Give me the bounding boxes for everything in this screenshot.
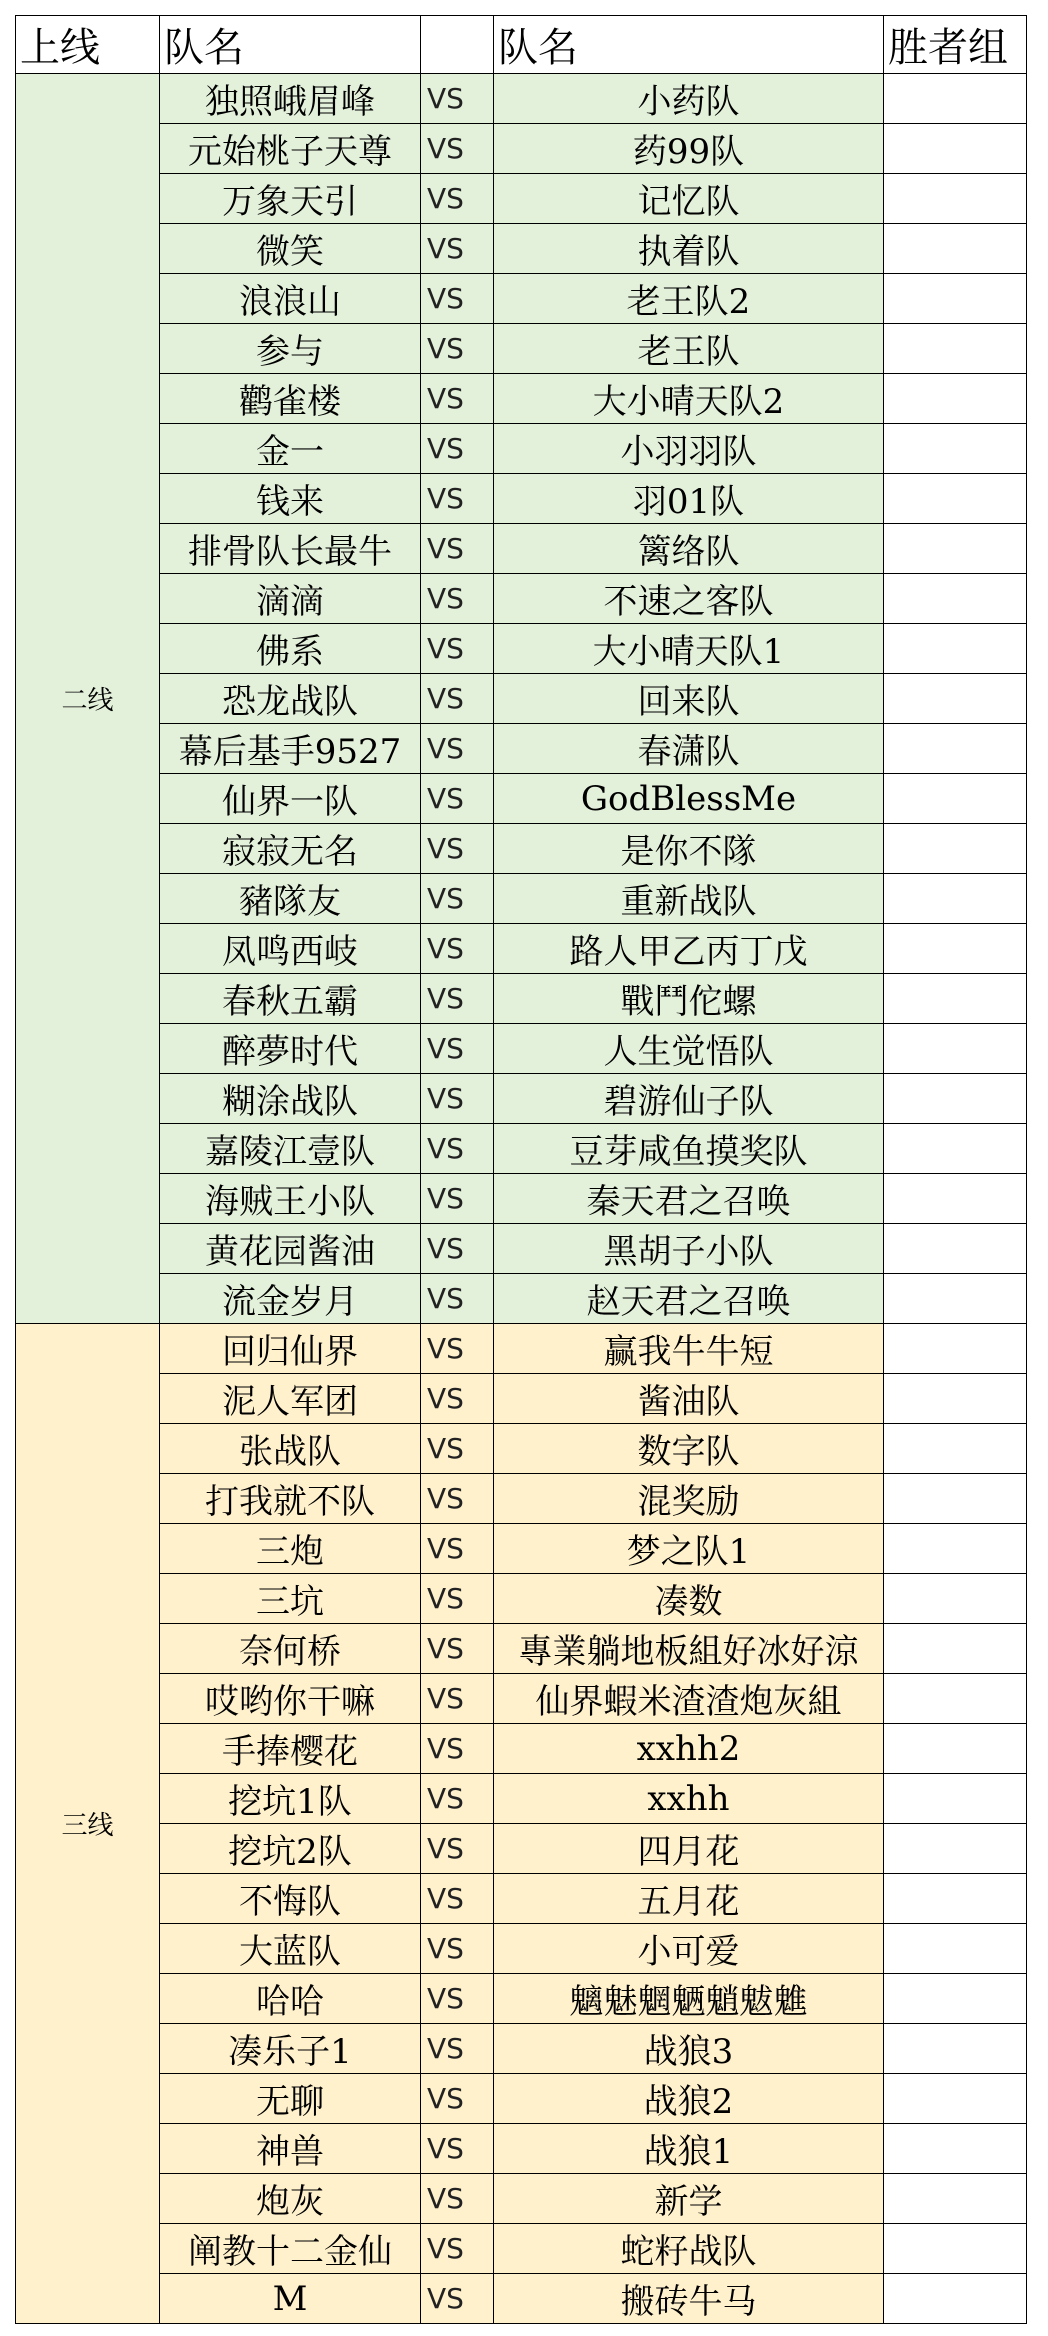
- vs-cell: VS: [421, 824, 494, 874]
- team-b-cell: 小药队: [494, 74, 884, 124]
- team-a-cell: 哈哈: [160, 1974, 421, 2024]
- team-b-cell: 老王队2: [494, 274, 884, 324]
- team-b-cell: 执着队: [494, 224, 884, 274]
- team-a-cell: 滴滴: [160, 574, 421, 624]
- team-a-cell: 参与: [160, 324, 421, 374]
- winner-cell[interactable]: [884, 924, 1027, 974]
- vs-cell: VS: [421, 324, 494, 374]
- vs-cell: VS: [421, 224, 494, 274]
- header-winner: 胜者组: [884, 16, 1027, 74]
- match-row: [16, 174, 1027, 224]
- header-team-b: 队名: [494, 16, 884, 74]
- team-a-cell: 恐龙战队: [160, 674, 421, 724]
- match-row: [16, 2274, 1027, 2324]
- vs-cell: VS: [421, 424, 494, 474]
- match-row: [16, 1024, 1027, 1074]
- vs-cell: VS: [421, 274, 494, 324]
- winner-cell[interactable]: [884, 674, 1027, 724]
- vs-cell: VS: [421, 1474, 494, 1524]
- match-row: [16, 74, 1027, 124]
- vs-cell: VS: [421, 1324, 494, 1374]
- match-row: [16, 824, 1027, 874]
- team-b-cell: xxhh2: [494, 1724, 884, 1774]
- match-row: [16, 1174, 1027, 1224]
- team-a-cell: 醉夢时代: [160, 1024, 421, 1074]
- team-b-cell: 人生觉悟队: [494, 1024, 884, 1074]
- team-a-cell: 海贼王小队: [160, 1174, 421, 1224]
- team-a-cell: 阐教十二金仙: [160, 2224, 421, 2274]
- winner-cell[interactable]: [884, 2224, 1027, 2274]
- match-row: [16, 1674, 1027, 1724]
- match-row: [16, 2224, 1027, 2274]
- match-row: [16, 1274, 1027, 1324]
- vs-cell: VS: [421, 1624, 494, 1674]
- match-row: [16, 1524, 1027, 1574]
- match-row: [16, 1724, 1027, 1774]
- team-a-cell: 挖坑1队: [160, 1774, 421, 1824]
- header-row: [16, 16, 1027, 74]
- winner-cell[interactable]: [884, 1824, 1027, 1874]
- team-b-cell: 仙界蝦米渣渣炮灰組: [494, 1674, 884, 1724]
- match-row: [16, 774, 1027, 824]
- winner-cell[interactable]: [884, 1274, 1027, 1324]
- team-a-cell: 豬隊友: [160, 874, 421, 924]
- vs-cell: VS: [421, 774, 494, 824]
- vs-cell: VS: [421, 374, 494, 424]
- team-b-cell: 碧游仙子队: [494, 1074, 884, 1124]
- match-row: [16, 524, 1027, 574]
- match-row: [16, 274, 1027, 324]
- matchup-table: [15, 15, 1027, 2324]
- vs-cell: VS: [421, 1124, 494, 1174]
- team-a-cell: 炮灰: [160, 2174, 421, 2224]
- winner-cell[interactable]: [884, 824, 1027, 874]
- team-b-cell: 药99队: [494, 124, 884, 174]
- vs-cell: VS: [421, 1874, 494, 1924]
- team-a-cell: 哎哟你干嘛: [160, 1674, 421, 1724]
- vs-cell: VS: [421, 1574, 494, 1624]
- team-b-cell: 大小晴天队1: [494, 624, 884, 674]
- team-b-cell: 豆芽咸鱼摸奖队: [494, 1124, 884, 1174]
- team-b-cell: 小可爱: [494, 1924, 884, 1974]
- winner-cell[interactable]: [884, 1374, 1027, 1424]
- winner-cell[interactable]: [884, 524, 1027, 574]
- match-row: [16, 1374, 1027, 1424]
- team-a-cell: M: [160, 2274, 421, 2324]
- match-row: [16, 574, 1027, 624]
- match-row: [16, 224, 1027, 274]
- match-row: [16, 724, 1027, 774]
- team-a-cell: 金一: [160, 424, 421, 474]
- match-row: [16, 624, 1027, 674]
- vs-cell: VS: [421, 174, 494, 224]
- team-a-cell: 打我就不队: [160, 1474, 421, 1524]
- winner-cell[interactable]: [884, 774, 1027, 824]
- winner-cell[interactable]: [884, 174, 1027, 224]
- team-a-cell: 春秋五霸: [160, 974, 421, 1024]
- team-a-cell: 手捧樱花: [160, 1724, 421, 1774]
- team-b-cell: xxhh: [494, 1774, 884, 1824]
- team-b-cell: 战狼1: [494, 2124, 884, 2174]
- team-a-cell: 佛系: [160, 624, 421, 674]
- vs-cell: VS: [421, 1424, 494, 1474]
- match-row: [16, 924, 1027, 974]
- vs-cell: VS: [421, 1174, 494, 1224]
- line-group-label: 二线: [16, 74, 160, 1324]
- winner-cell[interactable]: [884, 1174, 1027, 1224]
- team-b-cell: 重新战队: [494, 874, 884, 924]
- match-row: [16, 1824, 1027, 1874]
- vs-cell: VS: [421, 974, 494, 1024]
- match-row: [16, 2024, 1027, 2074]
- match-row: [16, 1224, 1027, 1274]
- vs-cell: VS: [421, 1024, 494, 1074]
- team-a-cell: 流金岁月: [160, 1274, 421, 1324]
- match-row: [16, 1074, 1027, 1124]
- team-a-cell: 三坑: [160, 1574, 421, 1624]
- team-a-cell: 大蓝队: [160, 1924, 421, 1974]
- vs-cell: VS: [421, 1974, 494, 2024]
- vs-cell: VS: [421, 1724, 494, 1774]
- team-b-cell: 大小晴天队2: [494, 374, 884, 424]
- team-a-cell: 仙界一队: [160, 774, 421, 824]
- team-a-cell: 糊涂战队: [160, 1074, 421, 1124]
- team-a-cell: 张战队: [160, 1424, 421, 1474]
- winner-cell[interactable]: [884, 1624, 1027, 1674]
- match-row: [16, 474, 1027, 524]
- winner-cell[interactable]: [884, 1524, 1027, 1574]
- team-b-cell: 战狼3: [494, 2024, 884, 2074]
- vs-cell: VS: [421, 2224, 494, 2274]
- team-a-cell: 三炮: [160, 1524, 421, 1574]
- winner-cell[interactable]: [884, 1674, 1027, 1724]
- team-b-cell: 五月花: [494, 1874, 884, 1924]
- vs-cell: VS: [421, 724, 494, 774]
- match-row: [16, 424, 1027, 474]
- team-b-cell: 回来队: [494, 674, 884, 724]
- team-b-cell: 梦之队1: [494, 1524, 884, 1574]
- vs-cell: VS: [421, 1674, 494, 1724]
- team-a-cell: 微笑: [160, 224, 421, 274]
- winner-cell[interactable]: [884, 1774, 1027, 1824]
- match-row: [16, 1974, 1027, 2024]
- winner-cell[interactable]: [884, 1124, 1027, 1174]
- team-a-cell: 无聊: [160, 2074, 421, 2124]
- header-line: 上线: [16, 16, 160, 74]
- match-row: [16, 1124, 1027, 1174]
- team-b-cell: 黑胡子小队: [494, 1224, 884, 1274]
- vs-cell: VS: [421, 1824, 494, 1874]
- match-row: [16, 1624, 1027, 1674]
- winner-cell[interactable]: [884, 724, 1027, 774]
- winner-cell[interactable]: [884, 1424, 1027, 1474]
- team-a-cell: 独照峨眉峰: [160, 74, 421, 124]
- vs-cell: VS: [421, 474, 494, 524]
- team-a-cell: 鹳雀楼: [160, 374, 421, 424]
- vs-cell: VS: [421, 1224, 494, 1274]
- team-a-cell: 嘉陵江壹队: [160, 1124, 421, 1174]
- winner-cell[interactable]: [884, 2174, 1027, 2224]
- team-a-cell: 挖坑2队: [160, 1824, 421, 1874]
- team-b-cell: 蛇籽战队: [494, 2224, 884, 2274]
- winner-cell[interactable]: [884, 2124, 1027, 2174]
- winner-cell[interactable]: [884, 1924, 1027, 1974]
- match-row: [16, 1774, 1027, 1824]
- team-a-cell: 浪浪山: [160, 274, 421, 324]
- winner-cell[interactable]: [884, 2274, 1027, 2324]
- team-b-cell: 酱油队: [494, 1374, 884, 1424]
- vs-cell: VS: [421, 524, 494, 574]
- team-b-cell: 羽01队: [494, 474, 884, 524]
- team-b-cell: 四月花: [494, 1824, 884, 1874]
- match-row: [16, 1424, 1027, 1474]
- team-a-cell: 凤鸣西岐: [160, 924, 421, 974]
- team-b-cell: 小羽羽队: [494, 424, 884, 474]
- vs-cell: VS: [421, 674, 494, 724]
- match-row: [16, 1924, 1027, 1974]
- team-a-cell: 黄花园酱油: [160, 1224, 421, 1274]
- team-b-cell: 赵天君之召唤: [494, 1274, 884, 1324]
- winner-cell[interactable]: [884, 1974, 1027, 2024]
- match-row: [16, 1474, 1027, 1524]
- team-b-cell: 老王队: [494, 324, 884, 374]
- winner-cell[interactable]: [884, 1224, 1027, 1274]
- winner-cell[interactable]: [884, 1574, 1027, 1624]
- team-b-cell: 新学: [494, 2174, 884, 2224]
- team-a-cell: 寂寂无名: [160, 824, 421, 874]
- match-row: [16, 874, 1027, 924]
- winner-cell[interactable]: [884, 2024, 1027, 2074]
- line-group-label: 三线: [16, 1324, 160, 2324]
- vs-cell: VS: [421, 2024, 494, 2074]
- match-row: [16, 1574, 1027, 1624]
- team-a-cell: 钱来: [160, 474, 421, 524]
- vs-cell: VS: [421, 2074, 494, 2124]
- team-b-cell: 战狼2: [494, 2074, 884, 2124]
- winner-cell[interactable]: [884, 1324, 1027, 1374]
- vs-cell: VS: [421, 1924, 494, 1974]
- vs-cell: VS: [421, 1774, 494, 1824]
- match-row: [16, 2124, 1027, 2174]
- team-b-cell: 專業躺地板組好冰好涼: [494, 1624, 884, 1674]
- team-a-cell: 神兽: [160, 2124, 421, 2174]
- team-b-cell: 赢我牛牛短: [494, 1324, 884, 1374]
- header-vs: [421, 16, 494, 74]
- match-row: [16, 124, 1027, 174]
- winner-cell[interactable]: [884, 1024, 1027, 1074]
- vs-cell: VS: [421, 2124, 494, 2174]
- team-b-cell: 秦天君之召唤: [494, 1174, 884, 1224]
- team-a-cell: 元始桃子天尊: [160, 124, 421, 174]
- team-a-cell: 排骨队长最牛: [160, 524, 421, 574]
- match-row: [16, 2174, 1027, 2224]
- team-b-cell: 混奖励: [494, 1474, 884, 1524]
- team-a-cell: 凑乐子1: [160, 2024, 421, 2074]
- team-b-cell: 路人甲乙丙丁戊: [494, 924, 884, 974]
- team-b-cell: 篱络队: [494, 524, 884, 574]
- team-b-cell: 不速之客队: [494, 574, 884, 624]
- winner-cell[interactable]: [884, 474, 1027, 524]
- match-row: [16, 324, 1027, 374]
- team-b-cell: 记忆队: [494, 174, 884, 224]
- winner-cell[interactable]: [884, 374, 1027, 424]
- match-row: [16, 1324, 1027, 1374]
- match-row: [16, 974, 1027, 1024]
- vs-cell: VS: [421, 1524, 494, 1574]
- team-b-cell: 魑魅魍魉魈魃魋: [494, 1974, 884, 2024]
- match-row: [16, 2074, 1027, 2124]
- team-b-cell: 是你不隊: [494, 824, 884, 874]
- team-b-cell: GodBlessMe: [494, 774, 884, 824]
- winner-cell[interactable]: [884, 1874, 1027, 1924]
- team-b-cell: 凑数: [494, 1574, 884, 1624]
- winner-cell[interactable]: [884, 1724, 1027, 1774]
- vs-cell: VS: [421, 1374, 494, 1424]
- vs-cell: VS: [421, 924, 494, 974]
- vs-cell: VS: [421, 2174, 494, 2224]
- winner-cell[interactable]: [884, 2074, 1027, 2124]
- winner-cell[interactable]: [884, 324, 1027, 374]
- team-a-cell: 不悔队: [160, 1874, 421, 1924]
- winner-cell[interactable]: [884, 874, 1027, 924]
- team-b-cell: 春潇队: [494, 724, 884, 774]
- winner-cell[interactable]: [884, 1474, 1027, 1524]
- vs-cell: VS: [421, 124, 494, 174]
- winner-cell[interactable]: [884, 274, 1027, 324]
- winner-cell[interactable]: [884, 974, 1027, 1024]
- vs-cell: VS: [421, 2274, 494, 2324]
- match-row: [16, 374, 1027, 424]
- vs-cell: VS: [421, 74, 494, 124]
- team-b-cell: 数字队: [494, 1424, 884, 1474]
- vs-cell: VS: [421, 574, 494, 624]
- winner-cell[interactable]: [884, 424, 1027, 474]
- winner-cell[interactable]: [884, 574, 1027, 624]
- vs-cell: VS: [421, 624, 494, 674]
- header-team-a: 队名: [160, 16, 421, 74]
- team-a-cell: 奈何桥: [160, 1624, 421, 1674]
- team-a-cell: 万象天引: [160, 174, 421, 224]
- match-row: [16, 1874, 1027, 1924]
- team-a-cell: 幕后基手9527: [160, 724, 421, 774]
- winner-cell[interactable]: [884, 1074, 1027, 1124]
- winner-cell[interactable]: [884, 224, 1027, 274]
- winner-cell[interactable]: [884, 124, 1027, 174]
- team-b-cell: 戰鬥佗螺: [494, 974, 884, 1024]
- winner-cell[interactable]: [884, 624, 1027, 674]
- vs-cell: VS: [421, 874, 494, 924]
- team-b-cell: 搬砖牛马: [494, 2274, 884, 2324]
- matchup-rows: [16, 74, 1027, 2324]
- team-a-cell: 回归仙界: [160, 1324, 421, 1374]
- winner-cell[interactable]: [884, 74, 1027, 124]
- vs-cell: VS: [421, 1274, 494, 1324]
- match-row: [16, 674, 1027, 724]
- vs-cell: VS: [421, 1074, 494, 1124]
- team-a-cell: 泥人军团: [160, 1374, 421, 1424]
